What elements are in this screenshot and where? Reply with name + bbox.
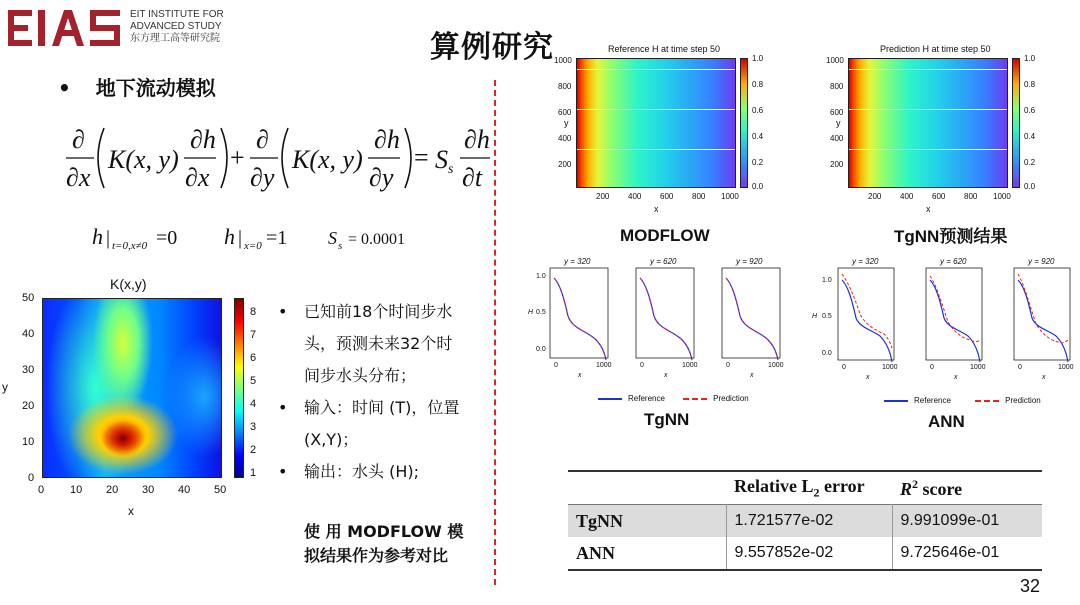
kxy-ytick: 30 [22, 364, 35, 376]
line-legend [598, 394, 749, 403]
line-subtitle: y = 620 [650, 257, 677, 266]
heatmap-ytick: 200 [830, 160, 844, 169]
heatmap-xtick: 800 [692, 192, 706, 201]
heatmap-cbtick: 0.0 [1024, 182, 1036, 191]
bullet-glyph: • [58, 76, 71, 100]
kxy-cbtick: 3 [250, 421, 257, 433]
logo-text-line2: ADVANCED STUDY [130, 21, 222, 32]
heatmap-cbtick: 0.2 [1024, 158, 1036, 167]
svg-text:|: | [106, 227, 111, 249]
line-xtick: 0 [726, 362, 730, 369]
svg-text:+: + [230, 143, 245, 172]
line-ytick: 1.0 [536, 273, 546, 280]
line-xlabel: x [1042, 374, 1046, 381]
heatmap-title: Reference H at time step 50 [608, 44, 721, 54]
logo [8, 8, 238, 50]
kxy-ytick: 50 [22, 292, 35, 304]
table-header-cell: $R^2$ score [900, 476, 963, 499]
svg-text:K(x, y): K(x, y) [108, 145, 179, 174]
heatmap-xtick: 400 [628, 192, 642, 201]
legend-reference: Reference [914, 396, 951, 405]
line-xlabel: x [866, 374, 870, 381]
line-group-caption: TgNN [644, 410, 690, 429]
line-ytick: 1.0 [822, 277, 832, 284]
note-line: 拟结果作为参考对比 [304, 546, 449, 565]
heatmap-xtick: 200 [596, 192, 610, 201]
heatmap-cbtick: 0.4 [1024, 132, 1036, 141]
kxy-xtick: 10 [70, 484, 83, 496]
heatmap-cbtick: 0.8 [752, 80, 764, 89]
svg-text:K(x, y): K(x, y) [292, 145, 363, 174]
kxy-cbtick: 8 [250, 306, 257, 318]
kxy-cbtick: 6 [250, 352, 257, 364]
heatmap-colorbar [740, 58, 748, 188]
svg-text:Ss: Ss [435, 145, 454, 177]
line-ytick: 0.0 [822, 350, 832, 357]
line-subtitle: y = 920 [736, 257, 763, 266]
line-xtick: 0 [842, 364, 846, 371]
svg-text:∂x: ∂x [66, 163, 91, 192]
kxy-ytick: 20 [22, 400, 35, 412]
svg-text:s: s [338, 240, 343, 252]
line-legend [884, 396, 1041, 405]
svg-text:h: h [92, 224, 103, 249]
task-bullets [278, 296, 488, 488]
kxy-xtick: 50 [214, 484, 227, 496]
line-ylabel: H [812, 313, 818, 320]
bullet-line: 间步水头分布； [304, 366, 417, 385]
heatmap-xtick: 400 [900, 192, 914, 201]
svg-text:∂: ∂ [256, 125, 269, 154]
page-number: 32 [1020, 576, 1041, 596]
line-group-caption: ANN [928, 412, 965, 431]
task-bullet: • 输入：时间 (T)，位置 (X,Y)； [278, 392, 488, 456]
heatmap-ytick: 400 [558, 134, 572, 143]
logo-text-line1: EIT INSTITUTE FOR [130, 9, 224, 20]
main-bullet [58, 72, 216, 101]
svg-text:∂x: ∂x [185, 163, 210, 192]
kxy-xtick: 40 [178, 484, 191, 496]
heatmap-ytick: 1000 [826, 56, 844, 65]
heatmap-ytick: 1000 [554, 56, 572, 65]
svg-text:= 0.0001: = 0.0001 [348, 231, 406, 248]
table-cell-model: TgNN [568, 505, 726, 538]
task-bullet: • 已知前18个时间步水 头，预测未来32个时 间步水头分布； [278, 296, 488, 392]
table-cell-model: ANN [568, 537, 726, 570]
boundary-conditions [92, 222, 432, 254]
bullet-line: (X,Y)； [304, 430, 359, 449]
kxy-xtick: 30 [142, 484, 155, 496]
table-header-cell [568, 471, 726, 505]
heatmap-xtick: 600 [660, 192, 674, 201]
svg-text:∂t: ∂t [462, 163, 483, 192]
heatmap-ytick: 800 [558, 82, 572, 91]
table-cell-l2: 1.721577e-02 [726, 505, 892, 538]
kxy-xtick: 20 [106, 484, 119, 496]
svg-text:h: h [224, 224, 235, 249]
bullet-line: 输入：时间 (T)，位置 [304, 398, 460, 417]
heatmap-colorbar [1012, 58, 1020, 188]
table-cell-r2: 9.991099e-01 [900, 512, 1000, 529]
bullet-line: 输出：水头 (H); [304, 462, 419, 481]
heatmap-xlabel: x [926, 204, 931, 214]
legend-prediction: Prediction [1005, 396, 1041, 405]
line-xtick: 1000 [682, 362, 698, 369]
heatmap-ytick: 800 [830, 82, 844, 91]
svg-text:t=0,x≠0: t=0,x≠0 [112, 240, 148, 252]
line-xtick: 1000 [596, 362, 612, 369]
kxy-ytick: 40 [22, 328, 35, 340]
main-bullet-label: 地下流动模拟 [95, 76, 216, 100]
kxy-xtick: 0 [38, 484, 45, 496]
line-xtick: 0 [930, 364, 934, 371]
kxy-cbtick: 5 [250, 375, 257, 387]
governing-equation [64, 118, 494, 198]
kxy-ylabel: y [2, 380, 8, 394]
heatmap-cbtick: 0.6 [752, 106, 764, 115]
kxy-ytick: 0 [28, 472, 35, 484]
kxy-cbtick: 2 [250, 444, 257, 456]
bullet-line: 头，预测未来32个时 [304, 334, 453, 353]
heatmap-caption: TgNN预测结果 [894, 227, 1008, 246]
heatmap-title: Prediction H at time step 50 [880, 44, 991, 54]
kxy-plot [0, 272, 270, 522]
line-ytick: 0.0 [536, 346, 546, 353]
column-divider [494, 80, 496, 585]
heatmap-ylabel: y [836, 118, 841, 128]
table-header-cell: Relative $L_2$ error [734, 475, 865, 500]
task-bullet: • 输出：水头 (H); [278, 456, 488, 488]
slide-title: 算例研究 [430, 30, 554, 65]
heatmap-xtick: 1000 [721, 192, 739, 201]
svg-text:∂y: ∂y [250, 163, 275, 192]
svg-text:=0: =0 [156, 227, 178, 249]
svg-text:=1: =1 [266, 227, 288, 249]
results-table [568, 470, 1042, 571]
line-xlabel: x [578, 372, 582, 379]
heatmap-xtick: 1000 [993, 192, 1011, 201]
line-subtitle: y = 320 [852, 257, 879, 266]
line-ytick: 0.5 [536, 309, 546, 316]
svg-text:|: | [238, 227, 243, 249]
kxy-cbtick: 7 [250, 329, 257, 341]
tgnn-line-plots [528, 256, 790, 436]
line-subtitle: y = 920 [1028, 257, 1055, 266]
heatmap-cbtick: 0.0 [752, 182, 764, 191]
heatmap-cbtick: 0.4 [752, 132, 764, 141]
line-xlabel: x [750, 372, 754, 379]
line-xtick: 1000 [768, 362, 784, 369]
kxy-plot-title: K(x,y) [110, 276, 147, 292]
kxy-colorbar [234, 298, 244, 478]
line-xtick: 1000 [1058, 364, 1074, 371]
svg-text:∂: ∂ [72, 125, 85, 154]
logo-mark [8, 8, 123, 48]
prediction-heatmap [812, 42, 1072, 252]
table-row [568, 505, 1042, 538]
heatmap-caption: MODFLOW [620, 226, 710, 245]
heatmap-xlabel: x [654, 204, 659, 214]
heatmap-ytick: 600 [558, 108, 572, 117]
line-xtick: 1000 [970, 364, 986, 371]
line-subtitle: y = 320 [564, 257, 591, 266]
line-subtitle: y = 620 [940, 257, 967, 266]
heatmap-xtick: 600 [932, 192, 946, 201]
line-xtick: 0 [554, 362, 558, 369]
svg-text:∂h: ∂h [464, 125, 490, 154]
kxy-ytick: 10 [22, 436, 35, 448]
note-line: 使 用 MODFLOW 模 [304, 522, 464, 541]
table-row [568, 537, 1042, 570]
legend-reference: Reference [628, 394, 665, 403]
heatmap-area [848, 58, 1008, 188]
legend-prediction: Prediction [713, 394, 749, 403]
reference-note [304, 520, 463, 568]
heatmap-ytick: 400 [830, 134, 844, 143]
table-cell-r2: 9.725646e-01 [900, 544, 1000, 561]
table-header-row [568, 471, 1042, 505]
kxy-cbtick: 4 [250, 398, 257, 410]
line-xtick: 0 [640, 362, 644, 369]
heatmap-ylabel: y [564, 118, 569, 128]
line-xtick: 0 [1018, 364, 1022, 371]
heatmap-cbtick: 0.2 [752, 158, 764, 167]
heatmap-ytick: 200 [558, 160, 572, 169]
svg-text:∂y: ∂y [369, 163, 394, 192]
heatmap-area [576, 58, 736, 188]
svg-text:∂h: ∂h [374, 125, 400, 154]
ann-line-plots-svg [808, 256, 1076, 396]
heatmap-ytick: 600 [830, 108, 844, 117]
logo-text-line3: 东方理工高等研究院 [130, 33, 220, 44]
heatmap-cbtick: 0.8 [1024, 80, 1036, 89]
bullet-line: 已知前18个时间步水 [304, 302, 453, 321]
line-xlabel: x [664, 372, 668, 379]
kxy-cbtick: 1 [250, 467, 257, 479]
line-xtick: 1000 [882, 364, 898, 371]
heatmap-cbtick: 1.0 [1024, 54, 1036, 63]
ann-line-plots [808, 256, 1076, 436]
svg-text:∂h: ∂h [190, 125, 216, 154]
svg-text:S: S [328, 228, 337, 248]
line-ytick: 0.5 [822, 313, 832, 320]
heatmap-xtick: 800 [964, 192, 978, 201]
line-ylabel: H [528, 309, 534, 316]
svg-text:=: = [414, 143, 429, 172]
svg-text:x=0: x=0 [244, 240, 262, 252]
heatmap-cbtick: 0.6 [1024, 106, 1036, 115]
reference-heatmap [540, 42, 790, 252]
heatmap-xtick: 200 [868, 192, 882, 201]
heatmap-cbtick: 1.0 [752, 54, 764, 63]
kxy-plot-frame [42, 298, 222, 478]
table-cell-l2: 9.557852e-02 [726, 537, 892, 570]
kxy-xlabel: x [128, 504, 134, 518]
line-xlabel: x [954, 374, 958, 381]
